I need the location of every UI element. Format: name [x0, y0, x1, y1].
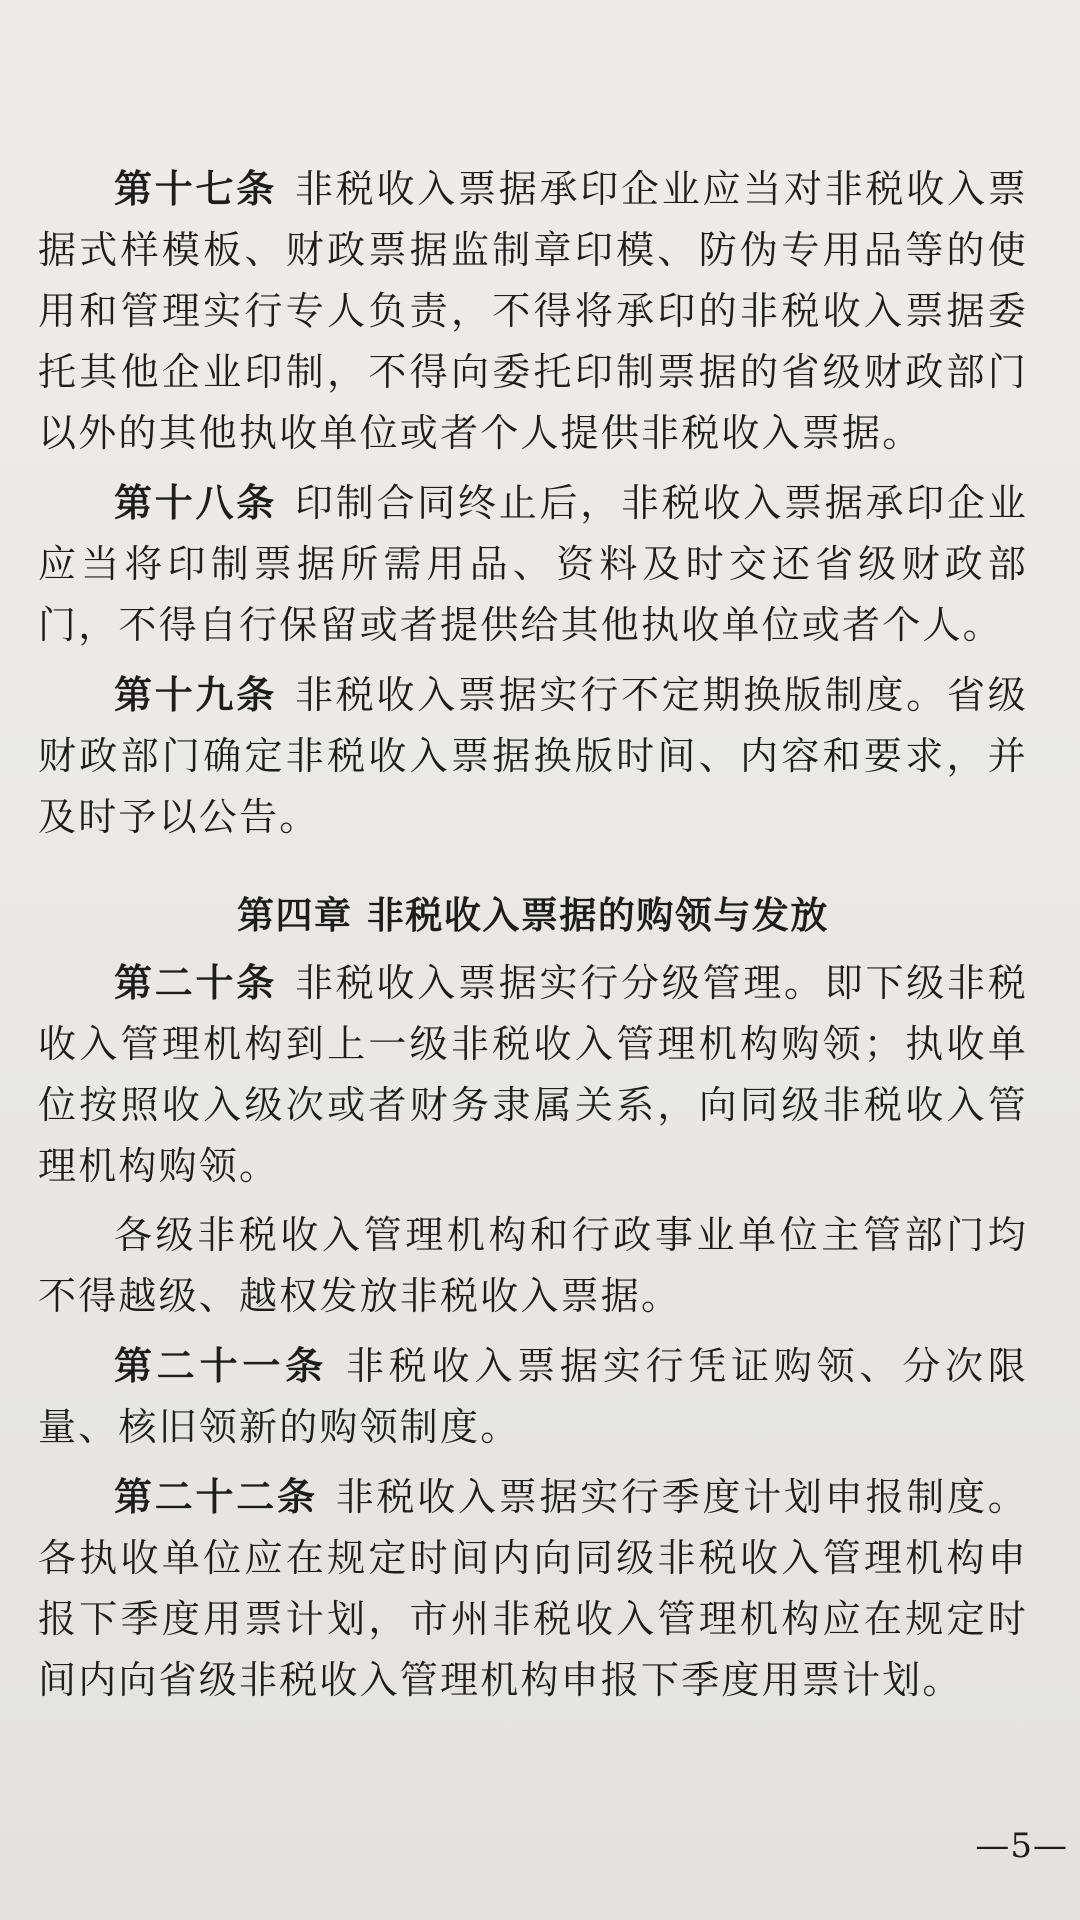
article-18 [38, 472, 1028, 656]
article-22-text: 非税收入票据实行季度计划申报制度。各执收单位应在规定时间内向同级非税收入管理机构申报下季度用票计划，市州非税收入管理机构应在规定时间内向省级非税收入管理机构申报下季度用票计划。 [38, 1475, 1028, 1702]
article-21 [38, 1335, 1028, 1458]
article-18-number: 第十八条 [114, 480, 278, 525]
article-20 [38, 952, 1028, 1197]
article-19-number: 第十九条 [114, 672, 278, 717]
article-19-text: 非税收入票据实行不定期换版制度。省级财政部门确定非税收入票据换版时间、内容和要求，并及时予以公告。 [38, 673, 1028, 839]
article-17 [38, 158, 1028, 464]
article-20-paragraph-2 [38, 1205, 1028, 1327]
article-17-text: 非税收入票据承印企业应当对非税收入票据式样模板、财政票据监制章印模、防伪专用品等的使用和管理实行专人负责，不得将承印的非税收入票据委托其他企业印制，不得向委托印制票据的省级财政部门以外的其他执收单位或者个人提供非税收入票据。 [38, 167, 1028, 455]
article-22-number: 第二十二条 [114, 1474, 318, 1519]
article-18-text: 印制合同终止后，非税收入票据承印企业应当将印制票据所需用品、资料及时交还省级财政部门，不得自行保留或者提供给其他执收单位或者个人。 [38, 481, 1028, 647]
article-17-number: 第十七条 [114, 166, 278, 211]
page-number: —5— [975, 1826, 1068, 1866]
article-21-number: 第二十一条 [114, 1343, 328, 1388]
article-19 [38, 664, 1028, 848]
article-20-paragraph-2-text: 各级非税收入管理机构和行政事业单位主管部门均不得越级、越权发放非税收入票据。 [38, 1213, 1028, 1318]
article-21-text: 非税收入票据实行凭证购领、分次限量、核旧领新的购领制度。 [38, 1344, 1028, 1449]
article-20-number: 第二十条 [114, 960, 278, 1005]
article-20-text: 非税收入票据实行分级管理。即下级非税收入管理机构到上一级非税收入管理机构购领；执收单位按照收入级次或者财务隶属关系，向同级非税收入管理机构购领。 [38, 961, 1028, 1188]
article-22 [38, 1466, 1028, 1711]
chapter-heading: 第四章 非税收入票据的购领与发放 [237, 894, 829, 937]
